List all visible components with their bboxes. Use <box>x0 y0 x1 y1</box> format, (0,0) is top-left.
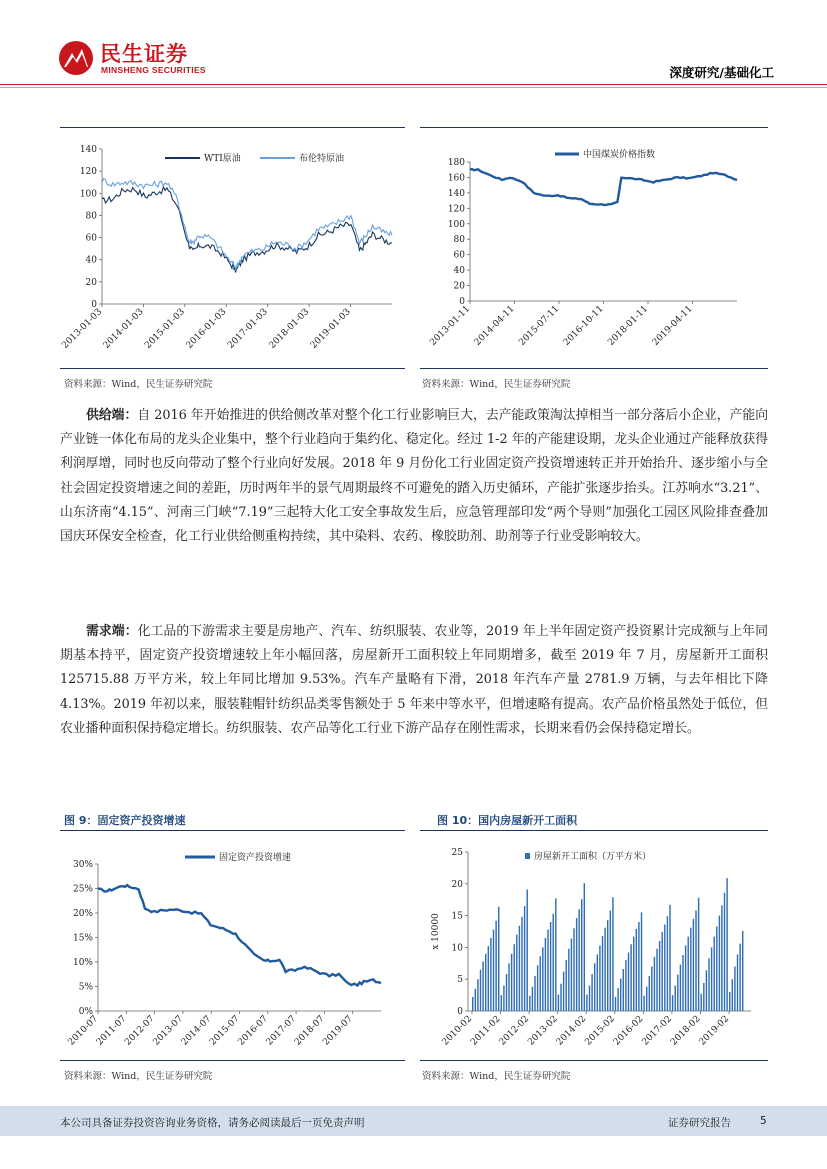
house-bar <box>599 946 600 1012</box>
chart-frame-top-left <box>60 127 405 128</box>
source-note-fig9: 资料来源：Wind，民生证券研究院 <box>64 1071 213 1082</box>
house-bar <box>708 958 709 1011</box>
house-bar <box>477 979 478 1011</box>
house-bar <box>568 949 569 1011</box>
oil-legend-label-1: 布伦特原油 <box>299 154 345 164</box>
house-bar <box>555 898 556 1011</box>
footer-report-type: 证券研究报告 <box>668 1117 731 1129</box>
source-note-oil: 资料来源：Wind，民生证券研究院 <box>64 379 213 390</box>
fai-legend-label-0: 固定资产投资增速 <box>219 853 292 863</box>
oil-y-tick-label: 80 <box>85 211 97 222</box>
coal-x-tick-label: 2018-01-11 <box>606 304 651 348</box>
house-bar <box>677 975 678 1011</box>
chart-frame-bottom-left <box>60 368 405 369</box>
oil-legend-label-0: WTI原油 <box>204 154 241 164</box>
house-y-unit-label: x 10000 <box>431 913 441 950</box>
oil-y-tick-label: 40 <box>85 255 97 266</box>
house-bar <box>711 947 712 1011</box>
fai-x-tick-label: 2019-07 <box>321 1014 355 1048</box>
oil-x-tick-label: 2016-01-03 <box>184 307 229 351</box>
house-y-tick-label: 15 <box>451 911 463 922</box>
house-bar <box>729 992 730 1011</box>
house-bar <box>719 916 720 1011</box>
house-bar <box>521 917 522 1011</box>
house-bar <box>532 987 533 1011</box>
house-bar <box>501 995 502 1011</box>
house-legend-swatch <box>525 853 530 859</box>
house-bar <box>680 965 681 1011</box>
fai-x-tick-label: 2015-07 <box>208 1014 242 1048</box>
fai-x-tick-label: 2016-07 <box>236 1014 270 1048</box>
house-bar <box>664 925 665 1012</box>
house-bar <box>472 997 473 1011</box>
fai-y-tick-label: 25% <box>72 884 93 895</box>
house-bar <box>659 941 660 1011</box>
chart-frame-bottom-right <box>420 368 768 369</box>
house-y-tick-label: 0 <box>457 1007 463 1017</box>
house-bar <box>602 936 603 1011</box>
house-bar <box>540 956 541 1011</box>
coal-x-tick-label: 2016-10-11 <box>561 304 606 348</box>
fai-x-tick-label: 2010-07 <box>66 1014 101 1048</box>
header-divider-secondary <box>0 87 827 88</box>
source-note-coal: 资料来源：Wind，民生证券研究院 <box>422 379 571 390</box>
oil-y-tick-label: 0 <box>91 300 97 310</box>
oil-x-tick-label: 2019-01-03 <box>308 307 353 351</box>
coal-x-tick-label: 2014-04-11 <box>472 304 517 348</box>
house-bar <box>737 954 738 1011</box>
house-bar <box>703 983 704 1011</box>
house-bar <box>607 920 608 1011</box>
demand-text: 化工品的下游需求主要是房地产、汽车、纺织服装、农业等，2019 年上半年固定资产投资累计完成额与上年同期基本持平，固定资产投资增速较上年小幅回落，房屋新开工面积较上年同期增多，截至 2019 年 7 月，房屋新开工面积 125715.88 万平方米，较上年同比增加 9.53%。汽车产量略有下滑，2018 年汽车产量 2781.9 万辆，与去年相比下降 4.13%。2019 年初以来，服装鞋帽针纺织品类零售额处于 5 年来中等水平，但增速略有提高。农产品价格虽然处于低位，但农业播种面积保持稳定增长。纺织服装、农产品等化工行业下游产品存在刚性需求，长期来看仍会保持稳定增长。 <box>60 624 769 736</box>
house-bar <box>584 883 585 1011</box>
house-bar <box>610 911 611 1012</box>
house-bar <box>690 928 691 1011</box>
brand-name-en: MINSHENG SECURITIES <box>101 65 206 75</box>
house-bar <box>581 899 582 1011</box>
page-number: 5 <box>760 1115 767 1127</box>
house-bar <box>475 989 476 1011</box>
house-x-tick-label: 2016-02 <box>611 1014 646 1048</box>
house-y-tick-label: 10 <box>451 943 463 954</box>
house-x-tick-label: 2017-02 <box>640 1014 675 1048</box>
fai-x-tick-label: 2017-07 <box>264 1014 299 1048</box>
house-bar <box>537 965 538 1011</box>
house-bar <box>716 926 717 1011</box>
house-bar <box>542 947 543 1011</box>
house-bar <box>651 967 652 1012</box>
fai-y-tick-label: 15% <box>72 933 93 944</box>
house-bar <box>641 912 642 1011</box>
house-bar <box>560 984 561 1011</box>
oil-y-tick-label: 100 <box>79 189 97 200</box>
supply-paragraph <box>60 404 768 549</box>
coal-x-tick-label: 2019-04-11 <box>650 304 695 348</box>
house-bar <box>524 906 525 1011</box>
figure-9-title: 图 9：固定资产投资增速 <box>64 814 186 827</box>
brand-logo-icon <box>58 40 94 76</box>
coal-y-tick-label: 80 <box>453 235 465 246</box>
house-bar <box>724 893 725 1011</box>
fai-x-tick-label: 2012-07 <box>123 1014 157 1048</box>
house-bar <box>669 905 670 1011</box>
coal-x-tick-label: 2015-07-11 <box>517 304 562 348</box>
house-bar <box>597 954 598 1011</box>
house-legend-label: 房屋新开工面积（万平方米） <box>534 852 652 862</box>
fig10-frame-top <box>420 830 768 831</box>
fai-x-tick-label: 2014-07 <box>179 1014 214 1048</box>
house-bar <box>508 963 509 1011</box>
house-bar <box>545 938 546 1011</box>
demand-label: 需求端： <box>86 624 138 639</box>
house-bar <box>586 995 587 1012</box>
figure-10-title: 图 10：国内房屋新开工面积 <box>437 814 578 827</box>
oil-y-tick-label: 120 <box>79 167 97 178</box>
house-bar <box>656 949 657 1011</box>
house-bar <box>558 995 559 1012</box>
house-bar <box>701 994 702 1011</box>
house-bar <box>698 898 699 1011</box>
fixed-asset-investment-chart <box>60 838 405 1058</box>
house-y-tick-label: 5 <box>457 975 463 986</box>
house-x-tick-label: 2012-02 <box>497 1014 532 1048</box>
house-x-tick-label: 2018-02 <box>669 1014 703 1048</box>
house-bar <box>493 930 494 1011</box>
fai-x-tick-label: 2011-07 <box>94 1014 129 1048</box>
fig10-frame-bottom <box>420 1060 768 1061</box>
oil-x-tick-label: 2015-01-03 <box>143 307 187 351</box>
housing-starts-chart <box>420 838 768 1058</box>
coal-y-tick-label: 60 <box>453 250 465 261</box>
house-bar <box>612 897 613 1011</box>
house-y-tick-label: 20 <box>451 879 463 890</box>
house-bar <box>529 996 530 1011</box>
coal-y-tick-label: 160 <box>447 173 465 184</box>
house-bar <box>516 935 517 1011</box>
coal-y-tick-label: 120 <box>447 204 465 215</box>
house-bar <box>633 937 634 1011</box>
fai-y-tick-label: 10% <box>72 958 93 968</box>
house-bar <box>480 970 481 1011</box>
house-x-tick-label: 2013-02 <box>526 1014 560 1048</box>
house-bar <box>706 970 707 1011</box>
coal-y-tick-label: 0 <box>459 297 465 307</box>
coal-legend-label-0: 中国煤炭价格指数 <box>583 150 656 160</box>
report-section-label: 深度研究/基础化工 <box>669 65 774 80</box>
house-bar <box>576 918 577 1011</box>
house-bar <box>667 916 668 1011</box>
source-note-fig10: 资料来源：Wind，民生证券研究院 <box>422 1071 571 1082</box>
oil-x-tick-label: 2014-01-03 <box>101 307 146 351</box>
house-bar <box>620 979 621 1011</box>
oil-y-tick-label: 60 <box>85 233 97 244</box>
house-bar <box>506 974 507 1011</box>
house-bar <box>623 969 624 1011</box>
house-bar <box>550 922 551 1011</box>
house-bar <box>534 976 535 1011</box>
house-bar <box>654 957 655 1011</box>
house-bar <box>726 878 727 1011</box>
house-bar <box>571 939 572 1012</box>
house-bar <box>638 922 639 1011</box>
oil-series-line-0 <box>102 187 392 273</box>
footer-disclaimer: 本公司具备证券投资咨询业务资格，请务必阅读最后一页免责声明 <box>60 1117 365 1129</box>
fai-y-tick-label: 20% <box>72 909 93 919</box>
fig9-frame-top <box>60 830 405 831</box>
house-bar <box>693 919 694 1011</box>
house-bar <box>589 986 590 1011</box>
fig9-frame-bottom <box>60 1060 405 1061</box>
house-bar <box>739 944 740 1011</box>
coal-y-tick-label: 40 <box>453 266 465 277</box>
house-bar <box>630 944 631 1011</box>
oil-y-tick-label: 20 <box>85 277 97 288</box>
house-bar <box>563 972 564 1011</box>
oil-x-tick-label: 2018-01-03 <box>267 307 312 351</box>
header-divider <box>0 84 827 85</box>
brand-name-cn: 民生证券 <box>100 42 188 66</box>
house-bar <box>503 986 504 1011</box>
house-bar <box>625 960 626 1011</box>
fai-x-tick-label: 2013-07 <box>151 1014 186 1048</box>
house-x-tick-label: 2014-02 <box>554 1014 589 1048</box>
coal-y-tick-label: 180 <box>447 158 465 168</box>
oil-y-tick-label: 140 <box>79 145 97 155</box>
house-bar <box>553 914 554 1011</box>
supply-text: 自 2016 年开始推进的供给侧改革对整个化工行业影响巨大，去产能政策淘汰掉相当一部分落后小企业，产能向产业链一体化布局的龙头企业集中，整个行业趋向于集约化、稳定化。经过 1-2 年的产能建设期，龙头企业通过产能释放获得利润厚增，同时也反向带动了整个行业向好发展。2018 年 9 月份化工行业固定资产投资增速转正并开始抬升、逐步缩小与全社会固定投资增速之间的差距，历时两年半的景气周期最终不可避免的踏入历史循环，产能扩张逐步抬头。江苏响水“3.21”、山东济南“4.15”、河南三门峡“7.19”三起特大化工安全事故发生后，应急管理部印发“两个导则”加强化工园区风险排查叠加国庆环保安全检查，化工行业供给侧重构持续，其中染料、农药、橡胶助剂、助剂等子行业受影响较大。 <box>60 408 769 545</box>
house-bar <box>646 987 647 1011</box>
house-bar <box>732 979 733 1011</box>
oil-x-tick-label: 2017-01-03 <box>226 307 270 351</box>
house-bar <box>672 995 673 1011</box>
coal-y-tick-label: 100 <box>447 219 465 230</box>
house-bar <box>604 928 605 1011</box>
house-bar <box>695 911 696 1012</box>
fai-x-tick-label: 2018-07 <box>293 1014 327 1048</box>
house-bar <box>490 938 491 1011</box>
house-bar <box>511 954 512 1011</box>
house-bar <box>566 960 567 1011</box>
house-bar <box>591 974 592 1011</box>
house-x-tick-label: 2011-02 <box>469 1014 503 1048</box>
house-bar <box>485 954 486 1011</box>
house-bar <box>514 944 515 1011</box>
demand-paragraph <box>60 620 768 741</box>
house-bar <box>527 890 528 1012</box>
coal-price-index-chart <box>420 135 768 367</box>
house-x-tick-label: 2010-02 <box>440 1014 475 1048</box>
house-bar <box>682 955 683 1011</box>
house-bar <box>636 929 637 1011</box>
house-bar <box>615 997 616 1011</box>
fai-y-tick-label: 5% <box>78 982 93 993</box>
house-bar <box>578 909 579 1011</box>
coal-y-tick-label: 140 <box>447 188 465 199</box>
fai-series-line-0 <box>98 885 381 985</box>
supply-label: 供给端： <box>86 408 138 423</box>
house-bar <box>643 996 644 1011</box>
house-bar <box>662 932 663 1011</box>
house-bar <box>519 926 520 1011</box>
house-bar <box>628 953 629 1012</box>
house-bar <box>488 946 489 1011</box>
house-bar <box>547 930 548 1011</box>
oil-price-chart <box>60 135 405 367</box>
house-bar <box>734 967 735 1012</box>
house-bar <box>714 937 715 1011</box>
house-bar <box>675 986 676 1011</box>
house-y-tick-label: 25 <box>451 848 463 858</box>
house-bar <box>685 946 686 1012</box>
house-bar <box>594 963 595 1011</box>
house-bar <box>498 907 499 1011</box>
house-x-tick-label: 2019-02 <box>697 1014 732 1048</box>
house-x-tick-label: 2015-02 <box>583 1014 617 1048</box>
fai-y-tick-label: 0% <box>78 1007 93 1017</box>
coal-y-tick-label: 20 <box>453 281 465 292</box>
house-bar <box>573 928 574 1011</box>
house-bar <box>495 921 496 1011</box>
house-bar <box>617 988 618 1011</box>
fai-y-tick-label: 30% <box>72 860 93 870</box>
house-bar <box>649 976 650 1011</box>
house-bar <box>721 905 722 1011</box>
coal-x-tick-label: 2013-01-11 <box>428 304 473 348</box>
house-bar <box>482 961 483 1011</box>
coal-series-line-0 <box>470 169 737 205</box>
chart-frame-top-right <box>420 127 768 128</box>
house-bar <box>688 937 689 1011</box>
oil-x-tick-label: 2013-01-03 <box>60 307 105 351</box>
house-bar <box>742 931 743 1011</box>
